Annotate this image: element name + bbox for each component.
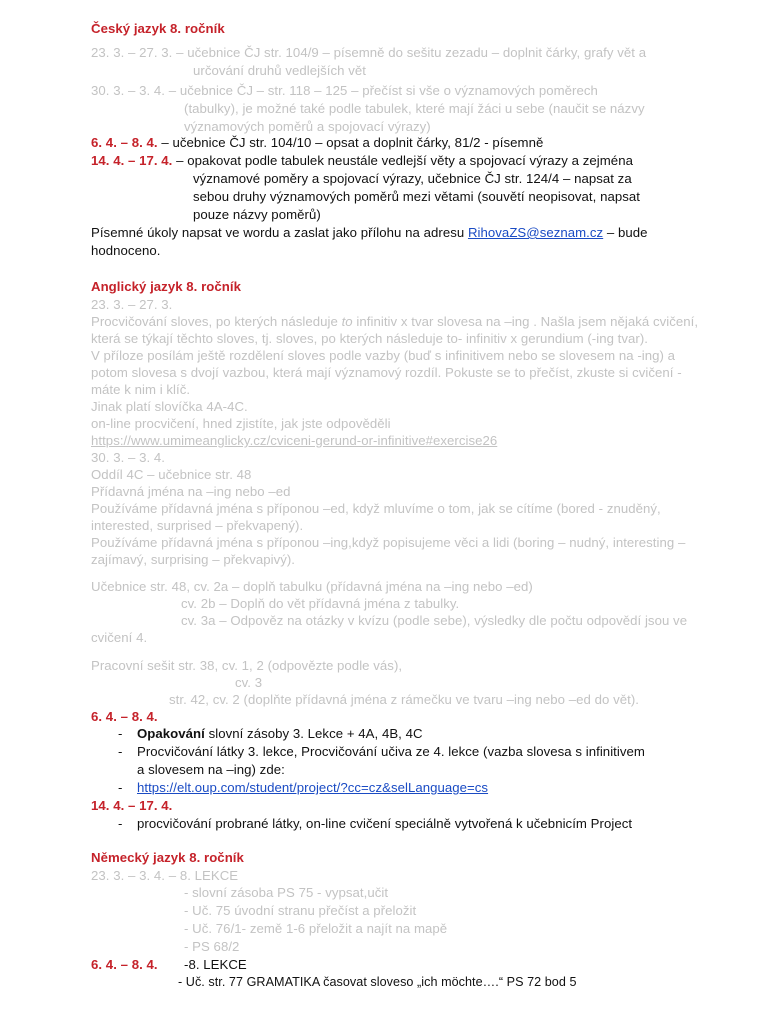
german-week2-line1: -8. LEKCE xyxy=(184,957,247,972)
german-week1-line3: - Uč. 76/1- země 1-6 přeložit a najít na mapě xyxy=(184,921,448,936)
english-week3-bullet1-bold: Opakování xyxy=(137,726,205,741)
german-week2-date: 6. 4. – 8. 4. xyxy=(91,957,158,972)
english-week2-para3: Používáme přídavná jména s příponou –ed, když mluvíme o tom, jak se cítíme (bored - znuděný, xyxy=(91,501,661,516)
czech-week3-line xyxy=(91,134,543,152)
german-week1-line4: - PS 68/2 xyxy=(184,939,240,954)
english-week3-date: 6. 4. – 8. 4. xyxy=(91,709,158,724)
english-week2-para5: Používáme přídavná jména s příponou –ing,když popisujeme věci a lidi (boring – nudný, interesting – xyxy=(91,535,686,550)
english-week2-para12: cv. 3 xyxy=(235,675,263,690)
english-week1-para4: potom slovesa s dvojí vazbou, která mají významový rozdíl. Pokuste se to přečíst, zkuste si cvičení - xyxy=(91,365,682,380)
english-week2-para9: cv. 3a – Odpověz na otázky v kvízu (podle sebe), výsledky dle počtu odpovědí jsou ve xyxy=(181,613,688,628)
german-week1-line2: - Uč. 75 úvodní stranu přečíst a přeložit xyxy=(184,903,417,918)
email-link[interactable]: RihovaZS@seznam.cz xyxy=(467,225,604,240)
czech-week4-line3: sebou druhy významových poměrů mezi větami (souvětí neopisovat, napsat xyxy=(193,189,640,204)
czech-note-line xyxy=(91,224,648,242)
czech-week3-text: – učebnice ČJ str. 104/10 – opsat a doplnit čárky, 81/2 - písemně xyxy=(157,135,544,150)
english-week1-para6: Jinak platí slovíčka 4A-4C. xyxy=(91,399,248,414)
english-week2-para10: cvičení 4. xyxy=(91,630,148,645)
english-week2-date: 30. 3. – 3. 4. xyxy=(91,450,166,465)
english-week1-para7: on-line procvičení, hned zjistíte, jak jste odpověděli xyxy=(91,416,391,431)
czech-week4-line4: pouze názvy poměrů) xyxy=(193,207,321,222)
english-week1-link-line xyxy=(91,432,497,450)
bullet-dash: - xyxy=(118,780,123,795)
english-week2-para7: Učebnice str. 48, cv. 2a – doplň tabulku (přídavná jména na –ing nebo –ed) xyxy=(91,579,533,594)
english-week2-para2: Přídavná jména na –ing nebo –ed xyxy=(91,484,291,499)
czech-week2-text: – učebnice ČJ – str. 118 – 125 – přečíst si vše o významových poměrech xyxy=(165,83,598,98)
bullet-dash: - xyxy=(118,726,123,741)
bullet-dash: - xyxy=(118,816,123,831)
english-week1-date: 23. 3. – 27. 3. xyxy=(91,297,173,312)
czech-note-line2: hodnoceno. xyxy=(91,243,161,258)
german-week2-line2: - Uč. str. 77 GRAMATIKA časovat sloveso „ich möchte….“ PS 72 bod 5 xyxy=(178,975,577,989)
english-week1-para1-italic: to xyxy=(341,314,353,329)
english-week1-para1-a: Procvičování sloves, po kterých následuje xyxy=(91,314,342,329)
english-week3-bullet2-line2: a slovesem na –ing) zde: xyxy=(137,762,285,777)
czech-week4-line2: významové poměry a spojovací výrazy, učebnice ČJ str. 124/4 – napsat za xyxy=(193,171,632,186)
bullet-dash: - xyxy=(118,744,123,759)
english-week2-para1: Oddíl 4C – učebnice str. 48 xyxy=(91,467,252,482)
english-week1-para1-c: infinitiv x tvar slovesa na –ing . Našla jsem nějaká cvičení, xyxy=(352,314,699,329)
english-week3-bullet1-text: slovní zásoby 3. Lekce + 4A, 4B, 4C xyxy=(204,726,423,741)
czech-week2-date: 30. 3. – 3. 4. xyxy=(91,83,166,98)
czech-week1-line xyxy=(91,44,646,62)
english-week2-para13: str. 42, cv. 2 (doplňte přídavná jména z rámečku ve tvaru –ing nebo –ed do vět). xyxy=(169,692,639,707)
english-week4-bullet1-text: procvičování probrané látky, on-line cvičení speciálně vytvořená k učebnicím Project xyxy=(137,816,633,831)
english-week2-para4: interested, surprised – překvapený). xyxy=(91,518,304,533)
czech-week1-date: 23. 3. – 27. 3. xyxy=(91,45,173,60)
german-week1-line1: - slovní zásoba PS 75 - vypsat,učit xyxy=(184,885,389,900)
czech-week4-text: – opakovat podle tabulek neustále vedlejší věty a spojovací výrazy a zejména xyxy=(172,153,633,168)
english-week1-para5: máte k nim i klíč. xyxy=(91,382,191,397)
english-week3-bullet2-text: Procvičování látky 3. lekce, Procvičování učiva ze 4. lekce (vazba slovesa s infinitivem xyxy=(137,744,645,759)
czech-week2-line2: (tabulky), je možné také podle tabulek, které mají žáci u sebe (naučit se názvy xyxy=(184,101,645,116)
english-week1-para2: která se týkají těchto sloves, tj. sloves, po kterých následuje to- infinitiv x gerundium (-ing tvar). xyxy=(91,331,649,346)
english-week2-para8: cv. 2b – Doplň do vět přídavná jména z tabulky. xyxy=(181,596,460,611)
english-week1-para3: V příloze posílám ještě rozdělení sloves podle vazby (buď s infinitivem nebo se slovesem na -ing) a xyxy=(91,348,676,363)
czech-week3-date: 6. 4. – 8. 4. xyxy=(91,135,158,150)
english-week1-para1 xyxy=(91,313,698,331)
czech-week4-date: 14. 4. – 17. 4. xyxy=(91,153,173,168)
german-week1-date: 23. 3. – 3. 4. – 8. LEKCE xyxy=(91,868,239,883)
czech-week1-text: – učebnice ČJ str. 104/9 – písemně do sešitu zezadu – doplnit čárky, grafy vět a xyxy=(172,45,647,60)
english-week4-date: 14. 4. – 17. 4. xyxy=(91,798,173,813)
english-week2-para11: Pracovní sešit str. 38, cv. 1, 2 (odpovězte podle vás), xyxy=(91,658,403,673)
czech-week1-line2: určování druhů vedlejších vět xyxy=(193,63,366,78)
czech-note-text: Písemné úkoly napsat ve wordu a zaslat jako přílohu na adresu xyxy=(91,225,468,240)
umimeanglicky-link[interactable]: https://www.umimeanglicky.cz/cviceni-gerund-or-infinitive#exercise26 xyxy=(91,433,498,448)
czech-week4-line xyxy=(91,152,633,170)
oup-project-link[interactable]: https://elt.oup.com/student/project/?cc=cz&selLanguage=cs xyxy=(137,780,489,795)
german-section-title: Německý jazyk 8. ročník xyxy=(91,850,244,865)
english-week2-para6: zajímavý, surprising – překvapivý). xyxy=(91,552,296,567)
czech-week2-line xyxy=(91,82,598,100)
czech-section-title: Český jazyk 8. ročník xyxy=(91,21,225,36)
czech-week2-line3: významových poměrů a spojovací výrazy) xyxy=(184,119,431,134)
english-section-title: Anglický jazyk 8. ročník xyxy=(91,279,241,294)
czech-note-post: – bude xyxy=(603,225,648,240)
